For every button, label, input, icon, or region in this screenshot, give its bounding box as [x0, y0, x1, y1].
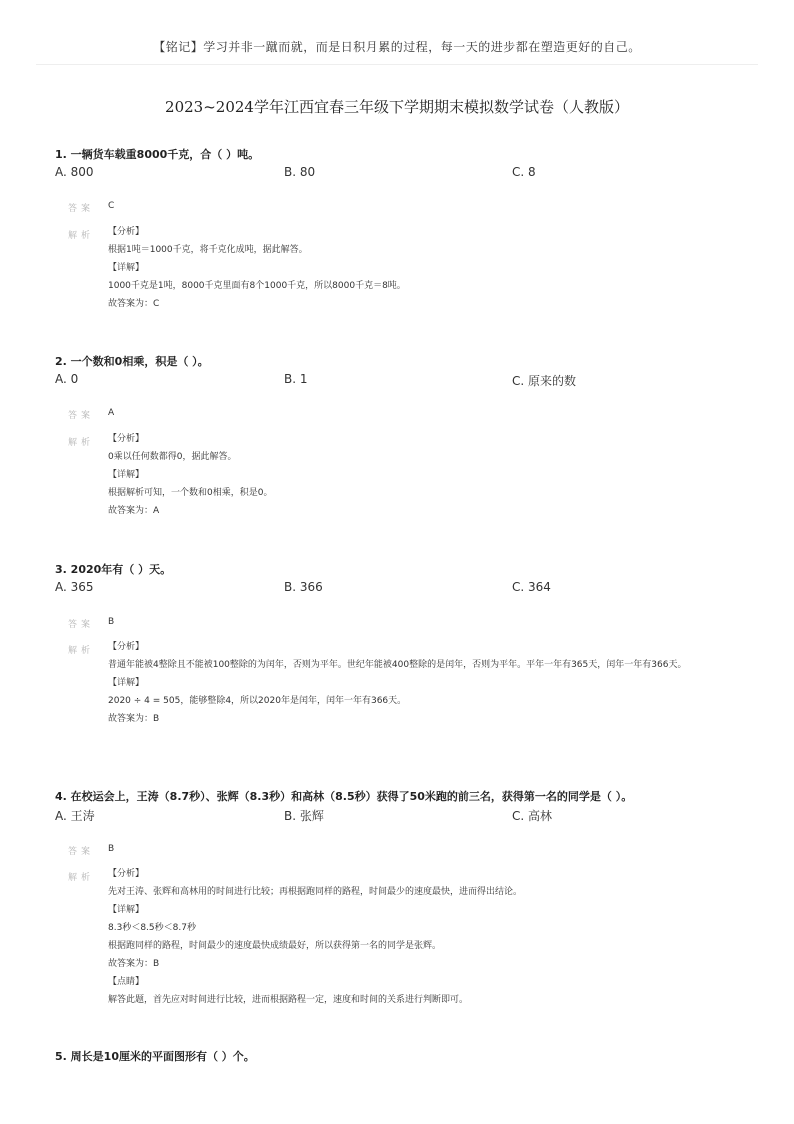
answer-value: B: [108, 844, 115, 854]
final-answer: 故答案为：A: [108, 506, 160, 516]
option-a: A. 0: [55, 372, 79, 386]
answer-value: C: [108, 201, 115, 211]
answer-label: 答案: [68, 620, 95, 630]
option-b: B. 1: [284, 372, 308, 386]
question-stem: 2. 一个数和0相乘，积是（ ）。: [55, 355, 209, 368]
question-stem: 5. 周长是10厘米的平面图形有（ ）个。: [55, 1050, 255, 1063]
option-list: [55, 165, 755, 183]
answer-label: 答案: [68, 411, 95, 421]
answer-value: A: [108, 408, 115, 418]
detail-heading: 【详解】: [108, 263, 145, 273]
analysis-block: [108, 638, 720, 728]
final-answer: 故答案为：B: [108, 714, 160, 724]
analysis-text: 0乘以任何数都得0，据此解答。: [108, 452, 237, 462]
option-b: B. 80: [284, 165, 316, 179]
question-stem: 1. 一辆货车载重8000千克，合（ ）吨。: [55, 148, 260, 161]
analysis-heading: 【分析】: [108, 434, 145, 444]
answer-label: 答案: [68, 204, 95, 214]
option-b: B. 366: [284, 580, 323, 594]
analysis-text: 先对王涛、张辉和高林用的时间进行比较；再根据跑同样的路程，时间最少的速度最快，进而得出结论。: [108, 887, 523, 897]
analysis-block: [108, 223, 720, 313]
detail-heading: 【详解】: [108, 470, 145, 480]
insight-heading: 【点睛】: [108, 977, 145, 987]
option-b: B. 张辉: [284, 809, 324, 823]
analysis-heading: 【分析】: [108, 227, 145, 237]
detail-heading: 【详解】: [108, 678, 145, 688]
insight-text: 解答此题，首先应对时间进行比较，进而根据路程一定，速度和时间的关系进行判断即可。: [108, 995, 469, 1005]
final-answer: 故答案为：C: [108, 299, 160, 309]
option-c: C. 原来的数: [512, 374, 577, 388]
final-answer: 故答案为：B: [108, 959, 160, 969]
analysis-block: [108, 865, 720, 1009]
analysis-label: 解析: [68, 873, 95, 883]
option-c: C. 高林: [512, 809, 553, 823]
detail-text: 根据跑同样的路程，时间最少的速度最快成绩最好，所以获得第一名的同学是张辉。: [108, 941, 442, 951]
answer-label: 答案: [68, 847, 95, 857]
option-c: C. 364: [512, 580, 551, 594]
detail-text: 2020 ÷ 4 = 505，能够整除4，所以2020年是闰年，闰年一年有366天。: [108, 696, 407, 706]
analysis-heading: 【分析】: [108, 869, 145, 879]
analysis-label: 解析: [68, 646, 95, 656]
analysis-text: 根据1吨＝1000千克，将千克化成吨，据此解答。: [108, 245, 308, 255]
option-a: A. 365: [55, 580, 94, 594]
option-a: A. 800: [55, 165, 94, 179]
option-c: C. 8: [512, 165, 536, 179]
answer-value: B: [108, 617, 115, 627]
detail-heading: 【详解】: [108, 905, 145, 915]
motto-banner: 【铭记】学习并非一蹴而就，而是日积月累的过程，每一天的进步都在塑造更好的自己。: [153, 40, 641, 54]
option-list: [55, 580, 755, 598]
option-a: A. 王涛: [55, 809, 95, 823]
analysis-label: 解析: [68, 438, 95, 448]
analysis-block: [108, 430, 720, 520]
question-stem: 4. 在校运会上，王涛（8.7秒）、张辉（8.3秒）和高林（8.5秒）获得了50米跑的前三名，获得第一名的同学是（ ）。: [55, 790, 633, 803]
question-stem: 3. 2020年有（ ）天。: [55, 563, 172, 576]
page-title: 2023~2024学年江西宜春三年级下学期期末模拟数学试卷（人教版）: [165, 98, 629, 116]
detail-text: 根据解析可知，一个数和0相乘，积是0。: [108, 488, 273, 498]
option-list: [55, 807, 755, 825]
detail-text: 1000千克是1吨，8000千克里面有8个1000千克，所以8000千克＝8吨。: [108, 281, 406, 291]
analysis-label: 解析: [68, 231, 95, 241]
header-divider: [36, 64, 758, 65]
analysis-heading: 【分析】: [108, 642, 145, 652]
analysis-text: 普通年能被4整除且不能被100整除的为闰年，否则为平年。世纪年能被400整除的是闰年，否则为平年。平年一年有365天，闰年一年有366天。: [108, 660, 687, 670]
option-list: [55, 372, 755, 390]
detail-text: 8.3秒＜8.5秒＜8.7秒: [108, 923, 196, 933]
